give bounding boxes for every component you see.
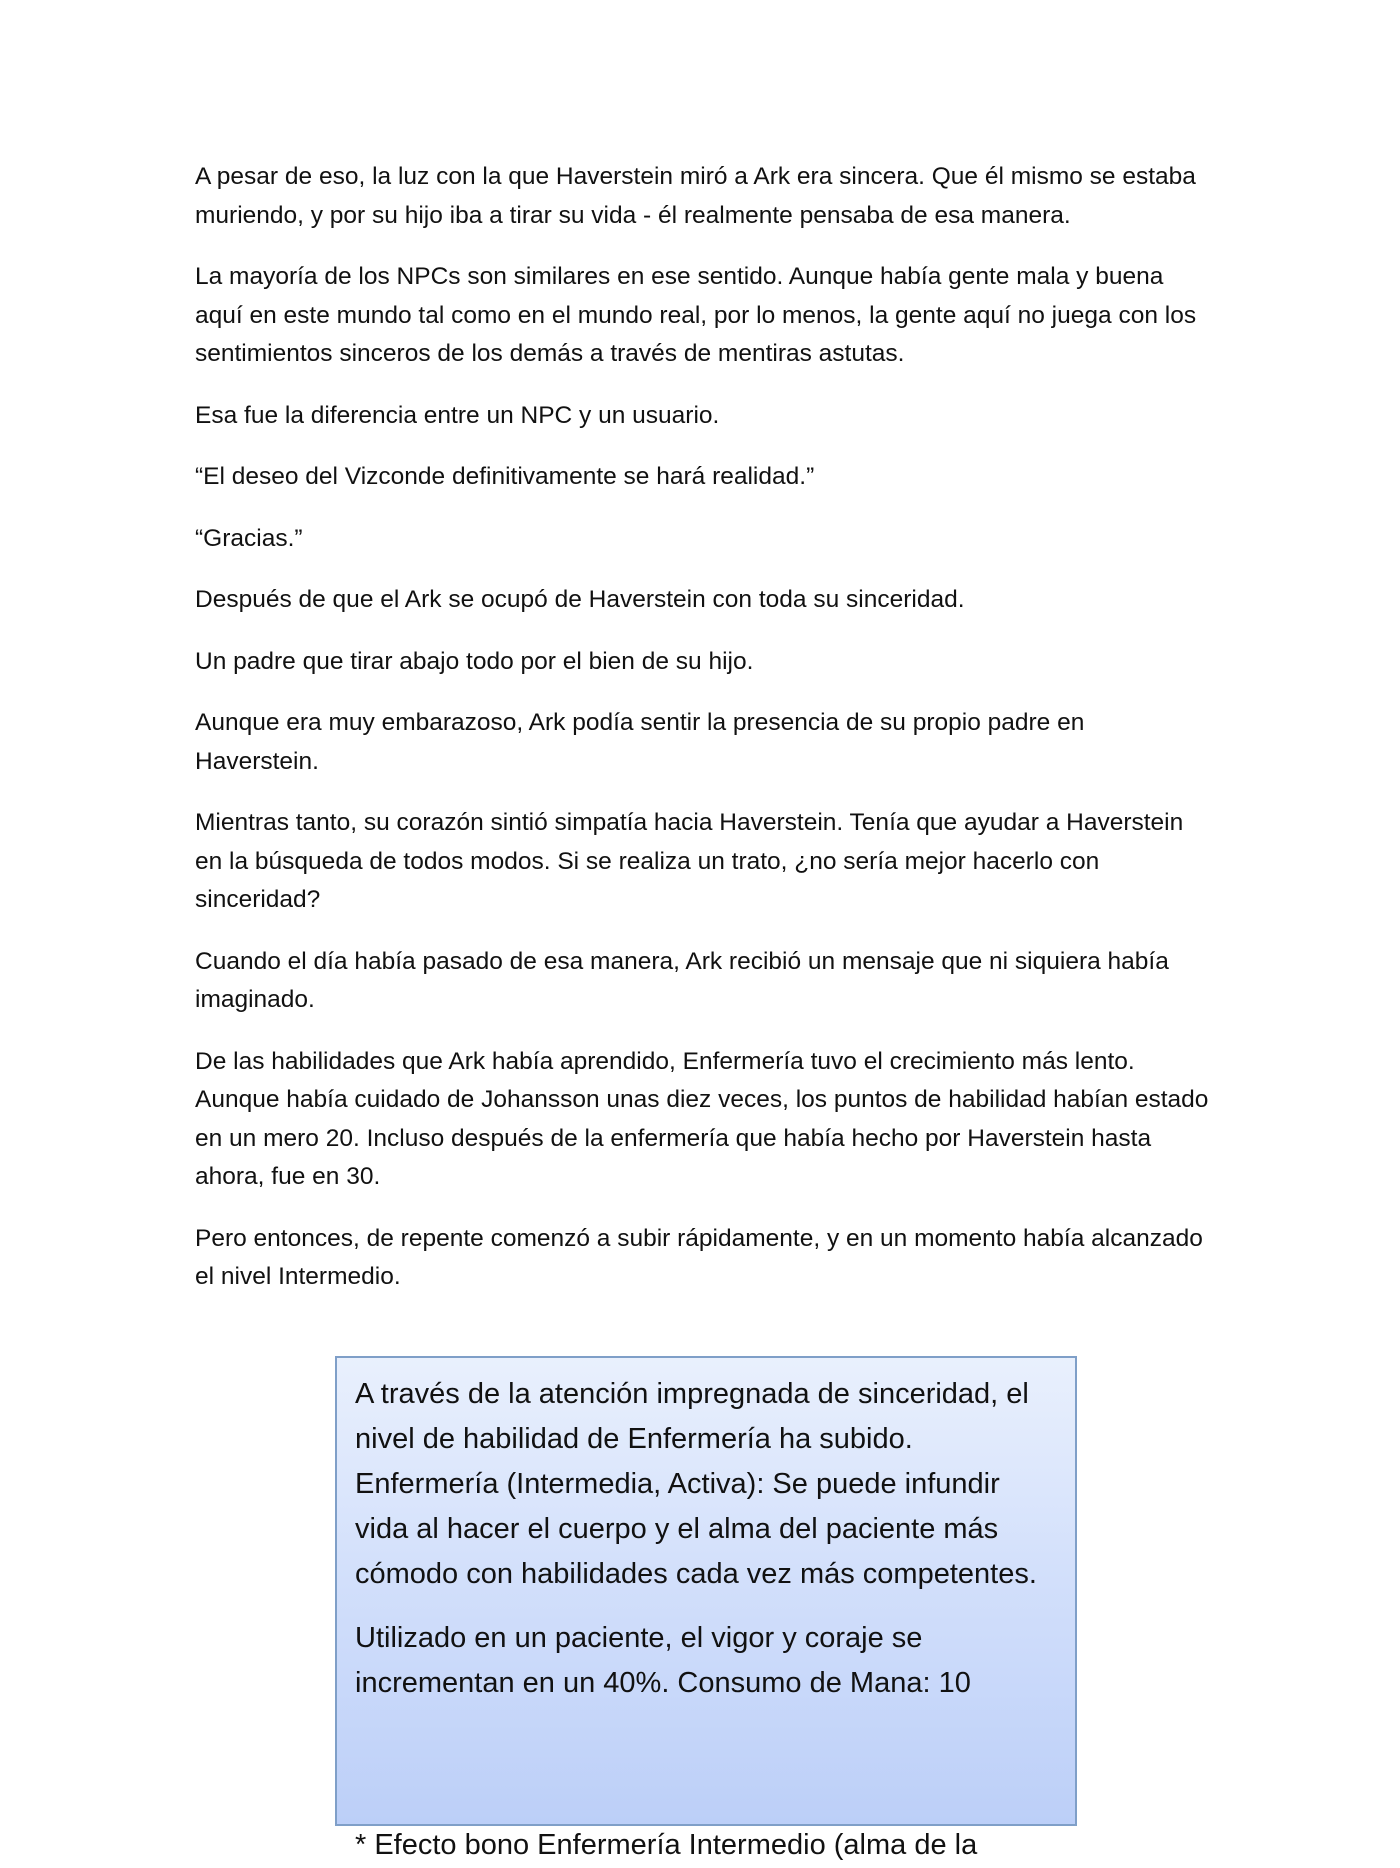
dialogue-line: “Gracias.” — [195, 524, 303, 552]
skill-notice-box — [335, 1356, 1077, 1861]
notice-spacer — [355, 1725, 1057, 1823]
paragraph: Después de que el Ark se ocupó de Haverstein con toda su sinceridad. — [195, 586, 965, 613]
paragraph: Mientras tanto, su corazón sintió simpatía hacia Haverstein. Tenía que ayudar a Haverstein en la búsqueda de todos modos. Si se realiza un trato, ¿no sería mejor hacerlo con sinceridad? — [195, 809, 1184, 913]
paragraph: Esa fue la diferencia entre un NPC y un usuario. — [195, 401, 720, 429]
paragraph: A pesar de eso, la luz con la que Haverstein miró a Ark era sincera. Que él mismo se estaba muriendo, y por su hijo iba a tirar su vida - él realmente pensaba de esa manera. — [195, 163, 1196, 229]
body-text — [195, 158, 1215, 1320]
paragraph: Cuando el día había pasado de esa manera, Ark recibió un mensaje que ni siquiera había imaginado. — [195, 947, 1169, 1013]
notice-paragraph: A través de la atención impregnada de sinceridad, el nivel de habilidad de Enfermería ha subido. Enfermería (Intermedia, Activa): Se puede infundir vida al hacer el cuerpo y el alma del paciente más cómodo con habilidades cada vez más competentes. — [355, 1378, 1037, 1590]
paragraph: Pero entonces, de repente comenzó a subir rápidamente, y en un momento había alcanzado el nivel Intermedio. — [195, 1224, 1203, 1290]
paragraph: De las habilidades que Ark había aprendido, Enfermería tuvo el crecimiento más lento. Aunque había cuidado de Johansson unas diez veces, los puntos de habilidad habían estado en un mero 20. Incluso después de la enfermería que había hecho por Haverstein hasta ahora, fue en 30. — [195, 1047, 1209, 1190]
paragraph: Aunque era muy embarazoso, Ark podía sentir la presencia de su propio padre en Haverstein. — [195, 709, 1085, 775]
paragraph: La mayoría de los NPCs son similares en ese sentido. Aunque había gente mala y buena aquí en este mundo tal como en el mundo real, por lo menos, la gente aquí no juega con los sentimientos sinceros de los demás a través de mentiras astutas. — [195, 263, 1197, 367]
paragraph: Un padre que tirar abajo todo por el bien de su hijo. — [195, 647, 754, 675]
notice-paragraph-truncated: * Efecto bono Enfermería Intermedio (alma de la — [355, 1829, 978, 1861]
notice-paragraph: Utilizado en un paciente, el vigor y coraje se incrementan en un 40%. Consumo de Mana: 10 — [355, 1622, 971, 1699]
dialogue-line: “El deseo del Vizconde definitivamente se hará realidad.” — [195, 463, 815, 490]
